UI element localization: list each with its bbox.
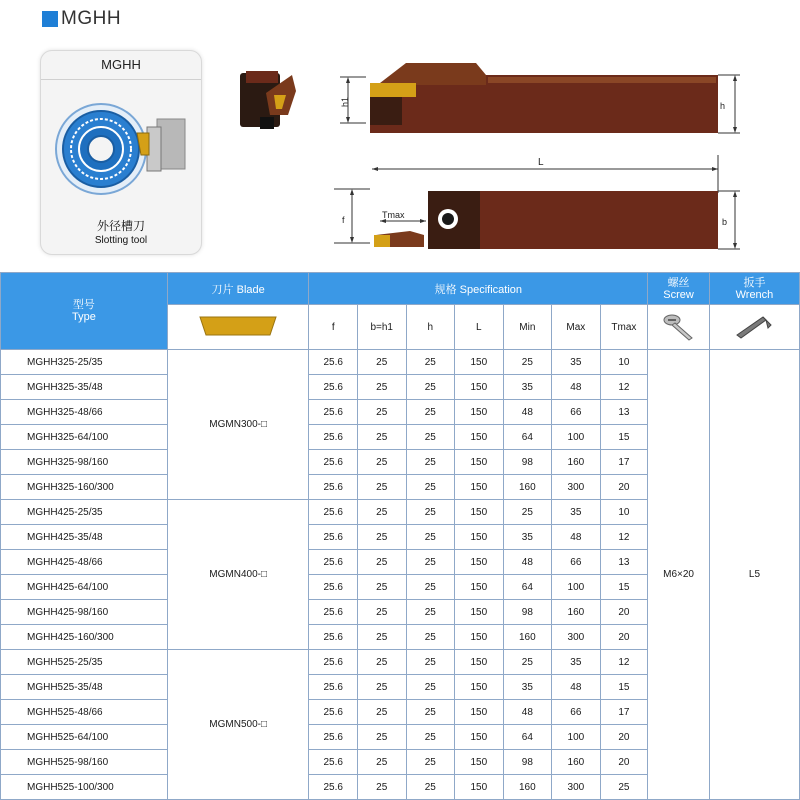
spec-value-cell: 300 xyxy=(552,625,601,650)
spec-value-cell: 13 xyxy=(600,550,648,575)
model-cell: MGHH425-35/48 xyxy=(1,525,168,550)
col-header: Min xyxy=(503,305,552,350)
header-type: 型号 Type xyxy=(1,273,168,350)
top-view xyxy=(334,189,740,249)
spec-value-cell: 25 xyxy=(357,375,406,400)
spec-value-cell: 25.6 xyxy=(309,500,358,525)
model-cell: MGHH425-64/100 xyxy=(1,575,168,600)
label-b: b xyxy=(722,217,728,227)
model-cell: MGHH425-25/35 xyxy=(1,500,168,525)
label-L: L xyxy=(538,157,544,168)
wrench-icon xyxy=(733,311,775,341)
label-h1: h1 xyxy=(340,96,350,107)
model-cell: MGHH525-48/66 xyxy=(1,700,168,725)
spec-value-cell: 20 xyxy=(600,725,648,750)
spec-value-cell: 25.6 xyxy=(309,550,358,575)
spec-value-cell: 98 xyxy=(503,750,552,775)
col-header: Max xyxy=(552,305,601,350)
spec-value-cell: 66 xyxy=(552,400,601,425)
col-header: h xyxy=(406,305,455,350)
spec-value-cell: 100 xyxy=(552,575,601,600)
spec-value-cell: 160 xyxy=(503,475,552,500)
spec-value-cell: 48 xyxy=(552,375,601,400)
spec-value-cell: 150 xyxy=(455,400,504,425)
spec-value-cell: 25 xyxy=(357,450,406,475)
model-cell: MGHH325-98/160 xyxy=(1,450,168,475)
spec-value-cell: 25 xyxy=(357,700,406,725)
spec-value-cell: 25 xyxy=(357,475,406,500)
card-caption-en: Slotting tool xyxy=(94,235,148,246)
spec-value-cell: 25.6 xyxy=(309,350,358,375)
spec-value-cell: 48 xyxy=(552,525,601,550)
spec-value-cell: 15 xyxy=(600,575,648,600)
spec-value-cell: 25 xyxy=(357,625,406,650)
model-cell: MGHH525-35/48 xyxy=(1,675,168,700)
spec-value-cell: 17 xyxy=(600,450,648,475)
spec-value-cell: 150 xyxy=(455,525,504,550)
spec-value-cell: 66 xyxy=(552,700,601,725)
spec-value-cell: 25.6 xyxy=(309,600,358,625)
spec-value-cell: 25 xyxy=(357,550,406,575)
model-cell: MGHH425-160/300 xyxy=(1,625,168,650)
spec-value-cell: 160 xyxy=(552,450,601,475)
spec-value-cell: 25 xyxy=(503,500,552,525)
spec-table xyxy=(0,272,800,800)
spec-value-cell: 35 xyxy=(503,375,552,400)
spec-value-cell: 25 xyxy=(503,650,552,675)
spec-value-cell: 25 xyxy=(357,425,406,450)
spec-value-cell: 25 xyxy=(600,775,648,800)
model-cell: MGHH325-35/48 xyxy=(1,375,168,400)
screw-image-cell xyxy=(648,305,710,350)
spec-value-cell: 48 xyxy=(552,675,601,700)
spec-value-cell: 15 xyxy=(600,675,648,700)
spec-value-cell: 25 xyxy=(357,350,406,375)
table-row xyxy=(1,350,800,375)
header-wrench: 扳手 Wrench xyxy=(709,273,799,305)
spec-value-cell: 25 xyxy=(357,600,406,625)
spec-value-cell: 64 xyxy=(503,725,552,750)
spec-value-cell: 150 xyxy=(455,475,504,500)
spec-value-cell: 12 xyxy=(600,650,648,675)
spec-value-cell: 25 xyxy=(406,775,455,800)
spec-value-cell: 64 xyxy=(503,425,552,450)
model-cell: MGHH425-98/160 xyxy=(1,600,168,625)
spec-value-cell: 25 xyxy=(357,750,406,775)
spec-value-cell: 48 xyxy=(503,400,552,425)
model-cell: MGHH325-64/100 xyxy=(1,425,168,450)
blade-image-cell xyxy=(167,305,309,350)
product-card xyxy=(40,50,202,255)
spec-value-cell: 160 xyxy=(552,750,601,775)
spec-value-cell: 25 xyxy=(406,650,455,675)
spec-value-cell: 35 xyxy=(503,525,552,550)
spec-value-cell: 25 xyxy=(357,650,406,675)
blade-cell: MGMN500-□ xyxy=(167,650,309,800)
model-cell: MGHH325-25/35 xyxy=(1,350,168,375)
spec-value-cell: 10 xyxy=(600,350,648,375)
spec-value-cell: 150 xyxy=(455,775,504,800)
side-view xyxy=(340,63,740,133)
spec-value-cell: 25 xyxy=(406,575,455,600)
spec-value-cell: 15 xyxy=(600,425,648,450)
label-f: f xyxy=(342,215,345,225)
end-view xyxy=(240,71,296,129)
spec-value-cell: 25.6 xyxy=(309,525,358,550)
model-cell: MGHH325-48/66 xyxy=(1,400,168,425)
spec-value-cell: 35 xyxy=(552,350,601,375)
spec-value-cell: 48 xyxy=(503,700,552,725)
spec-value-cell: 25 xyxy=(406,725,455,750)
spec-value-cell: 35 xyxy=(552,650,601,675)
spec-value-cell: 150 xyxy=(455,625,504,650)
spec-value-cell: 25 xyxy=(406,450,455,475)
spec-value-cell: 150 xyxy=(455,750,504,775)
spec-value-cell: 98 xyxy=(503,600,552,625)
spec-value-cell: 66 xyxy=(552,550,601,575)
spec-value-cell: 25 xyxy=(406,350,455,375)
spec-value-cell: 25 xyxy=(503,350,552,375)
spec-value-cell: 25 xyxy=(406,675,455,700)
col-header: Tmax xyxy=(600,305,648,350)
spec-value-cell: 300 xyxy=(552,475,601,500)
screw-value-cell: M6×20 xyxy=(648,350,710,800)
spec-value-cell: 25.6 xyxy=(309,575,358,600)
page-title-text: MGHH xyxy=(61,8,122,29)
spec-value-cell: 25 xyxy=(357,725,406,750)
spec-value-cell: 150 xyxy=(455,575,504,600)
spec-value-cell: 25.6 xyxy=(309,450,358,475)
spec-value-cell: 300 xyxy=(552,775,601,800)
blade-cell: MGMN300-□ xyxy=(167,350,309,500)
title-square-icon xyxy=(42,11,58,27)
spec-value-cell: 35 xyxy=(552,500,601,525)
spec-value-cell: 12 xyxy=(600,525,648,550)
spec-value-cell: 25.6 xyxy=(309,625,358,650)
col-header: L xyxy=(455,305,504,350)
spec-value-cell: 25.6 xyxy=(309,675,358,700)
spec-value-cell: 25 xyxy=(357,400,406,425)
card-caption-cn: 外径槽刀 xyxy=(96,219,145,233)
tool-drawing xyxy=(230,55,750,255)
spec-value-cell: 25.6 xyxy=(309,375,358,400)
spec-value-cell: 25.6 xyxy=(309,425,358,450)
spec-value-cell: 25 xyxy=(406,375,455,400)
spec-value-cell: 25 xyxy=(406,500,455,525)
model-cell: MGHH525-100/300 xyxy=(1,775,168,800)
spec-value-cell: 25.6 xyxy=(309,475,358,500)
spec-value-cell: 20 xyxy=(600,600,648,625)
wrench-image-cell xyxy=(709,305,799,350)
spec-value-cell: 150 xyxy=(455,700,504,725)
spec-value-cell: 64 xyxy=(503,575,552,600)
spec-value-cell: 150 xyxy=(455,500,504,525)
spec-value-cell: 25 xyxy=(357,775,406,800)
spec-value-cell: 150 xyxy=(455,425,504,450)
spec-value-cell: 150 xyxy=(455,375,504,400)
slotting-tool-illustration xyxy=(49,89,195,211)
spec-value-cell: 25 xyxy=(357,500,406,525)
header-spec: 规格 Specification xyxy=(309,273,648,305)
spec-value-cell: 25 xyxy=(357,575,406,600)
spec-value-cell: 25.6 xyxy=(309,725,358,750)
spec-value-cell: 25 xyxy=(406,600,455,625)
spec-value-cell: 150 xyxy=(455,550,504,575)
label-h: h xyxy=(720,101,726,111)
spec-value-cell: 150 xyxy=(455,450,504,475)
spec-value-cell: 25.6 xyxy=(309,650,358,675)
screw-icon xyxy=(662,311,696,341)
spec-value-cell: 150 xyxy=(455,675,504,700)
header-screw: 螺丝 Screw xyxy=(648,273,710,305)
page-title xyxy=(42,6,121,32)
spec-value-cell: 17 xyxy=(600,700,648,725)
spec-value-cell: 20 xyxy=(600,475,648,500)
spec-value-cell: 150 xyxy=(455,725,504,750)
spec-value-cell: 35 xyxy=(503,675,552,700)
spec-value-cell: 25.6 xyxy=(309,750,358,775)
spec-value-cell: 150 xyxy=(455,600,504,625)
spec-value-cell: 100 xyxy=(552,725,601,750)
spec-value-cell: 25 xyxy=(357,675,406,700)
spec-value-cell: 25 xyxy=(406,625,455,650)
spec-table-body xyxy=(1,350,800,800)
col-header: f xyxy=(309,305,358,350)
wrench-value-cell: L5 xyxy=(709,350,799,800)
spec-value-cell: 25 xyxy=(406,700,455,725)
card-title: MGHH xyxy=(41,51,201,80)
spec-value-cell: 13 xyxy=(600,400,648,425)
spec-value-cell: 25 xyxy=(406,400,455,425)
spec-value-cell: 25 xyxy=(406,525,455,550)
spec-value-cell: 98 xyxy=(503,450,552,475)
spec-value-cell: 25 xyxy=(406,750,455,775)
spec-value-cell: 48 xyxy=(503,550,552,575)
label-tmax: Tmax xyxy=(382,210,405,220)
model-cell: MGHH525-98/160 xyxy=(1,750,168,775)
spec-value-cell: 160 xyxy=(503,775,552,800)
col-header: b=h1 xyxy=(357,305,406,350)
spec-value-cell: 12 xyxy=(600,375,648,400)
spec-value-cell: 100 xyxy=(552,425,601,450)
spec-value-cell: 25 xyxy=(357,525,406,550)
spec-value-cell: 20 xyxy=(600,625,648,650)
blade-insert-icon xyxy=(198,313,278,339)
model-cell: MGHH425-48/66 xyxy=(1,550,168,575)
spec-value-cell: 160 xyxy=(552,600,601,625)
spec-value-cell: 25.6 xyxy=(309,400,358,425)
model-cell: MGHH325-160/300 xyxy=(1,475,168,500)
model-cell: MGHH525-25/35 xyxy=(1,650,168,675)
header-blade: 刀片 Blade xyxy=(167,273,309,305)
spec-value-cell: 25.6 xyxy=(309,775,358,800)
spec-value-cell: 25 xyxy=(406,475,455,500)
spec-value-cell: 20 xyxy=(600,750,648,775)
spec-value-cell: 25 xyxy=(406,425,455,450)
spec-value-cell: 150 xyxy=(455,350,504,375)
spec-value-cell: 10 xyxy=(600,500,648,525)
spec-value-cell: 160 xyxy=(503,625,552,650)
spec-value-cell: 150 xyxy=(455,650,504,675)
model-cell: MGHH525-64/100 xyxy=(1,725,168,750)
spec-value-cell: 25.6 xyxy=(309,700,358,725)
spec-value-cell: 25 xyxy=(406,550,455,575)
blade-cell: MGMN400-□ xyxy=(167,500,309,650)
